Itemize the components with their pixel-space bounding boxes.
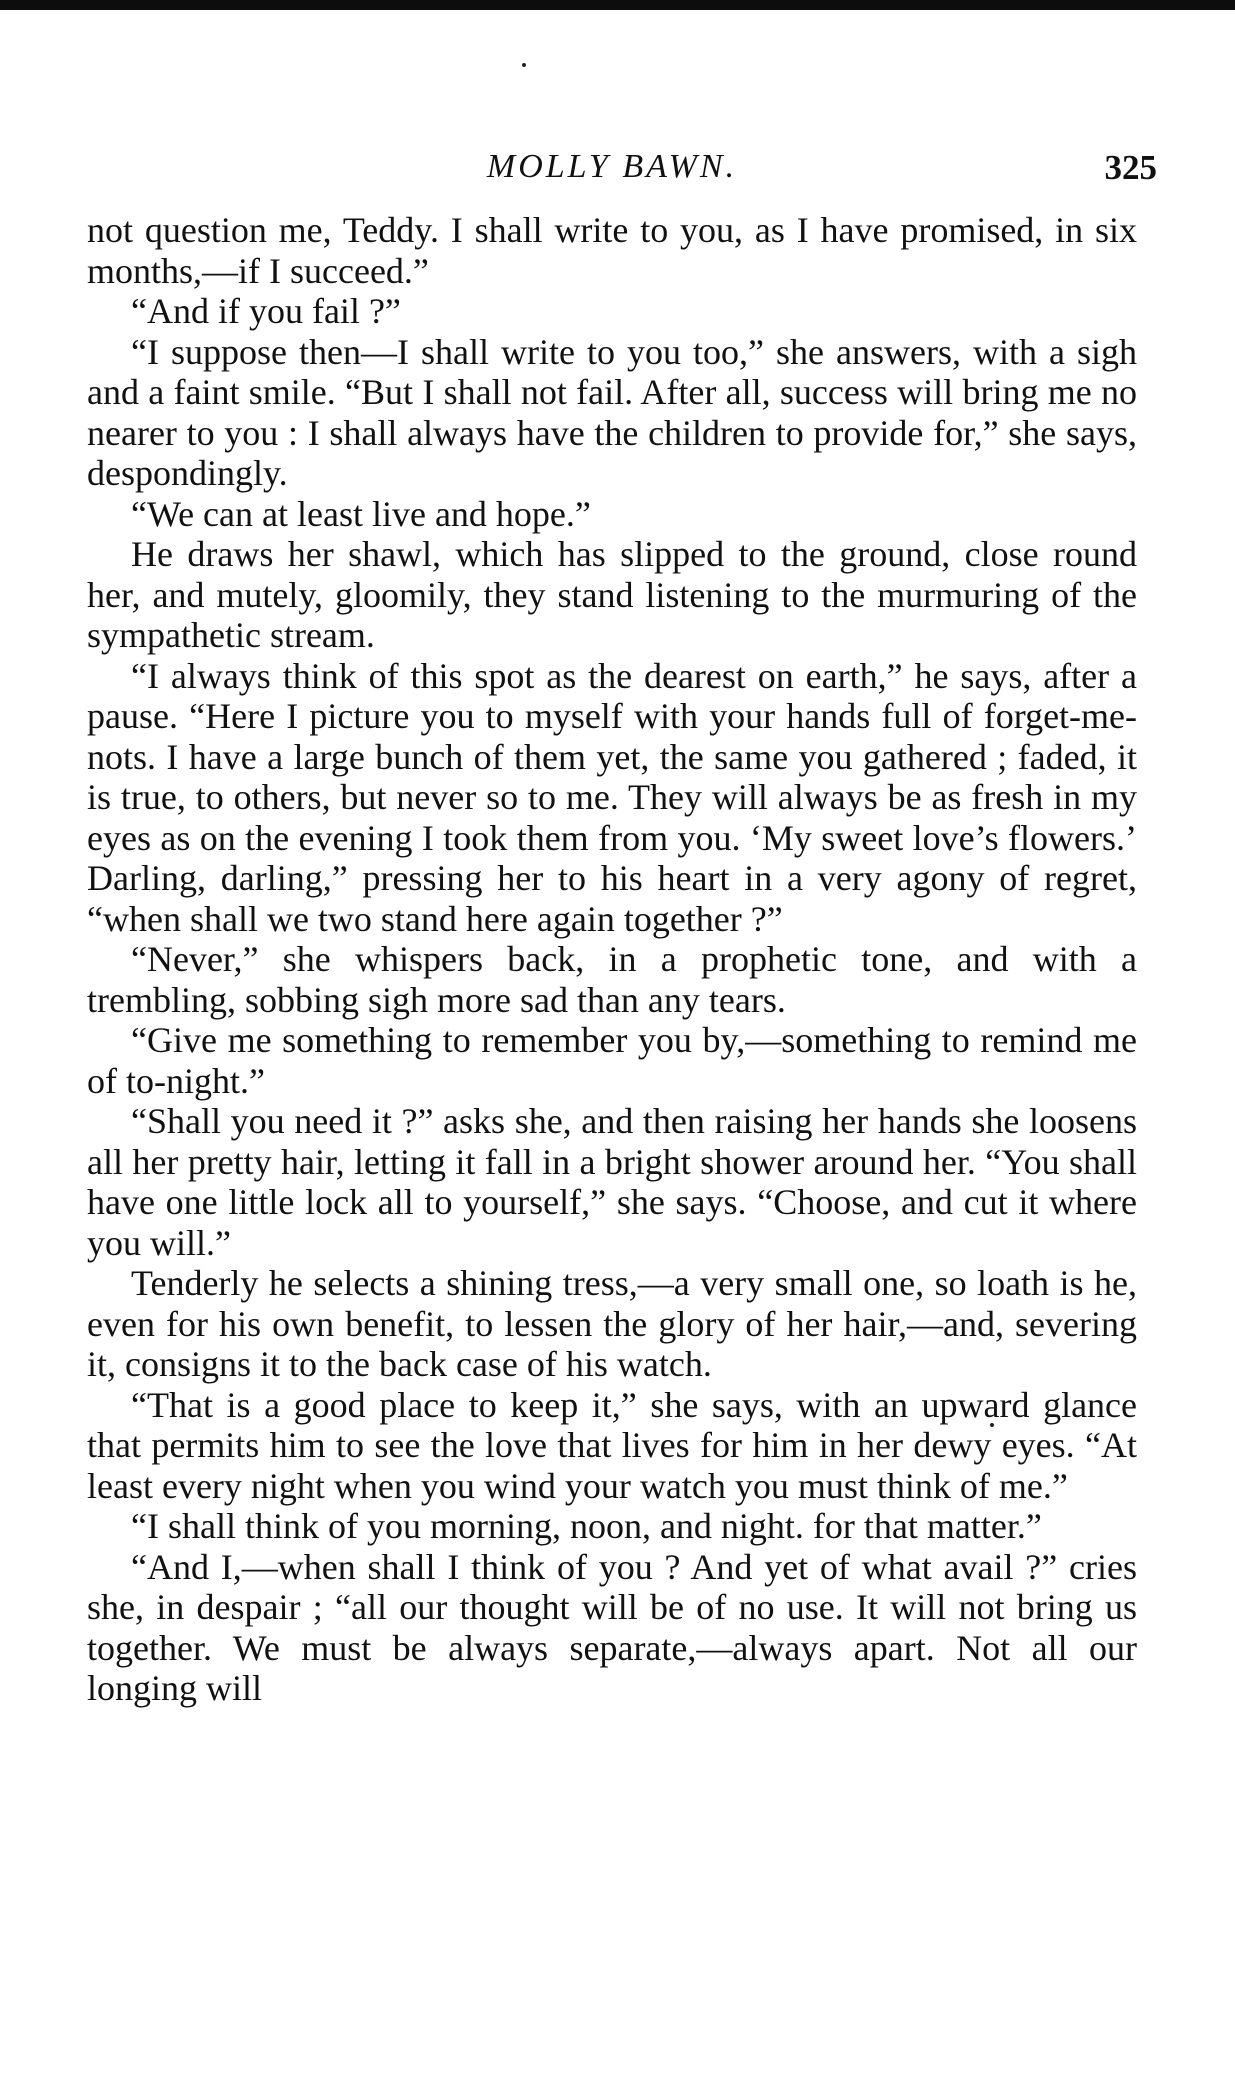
paragraph: “Give me something to remember you by,—something to remind me of to-night.” — [87, 1020, 1137, 1101]
paragraph: “Never,” she whispers back, in a prophetic tone, and with a trembling, sobbing sigh more sad than any tears. — [87, 939, 1137, 1020]
book-page — [87, 140, 1157, 1709]
paragraph: “And I,—when shall I think of you ? And yet of what avail ?” cries she, in despair ; “all our thought will be of no use. It will not bring us together. We must be always separate,—always apart. Not all our longing will — [87, 1546, 1137, 1708]
paragraph: He draws her shawl, which has slipped to the ground, close round her, and mutely, gloomily, they stand listening to the murmuring of the sympathetic stream. — [87, 534, 1137, 655]
paragraph: “We can at least live and hope.” — [131, 493, 591, 534]
paragraph: “That is a good place to keep it,” she says, with an upward glance that permits him to see the love that lives for him in her dewy eyes. “At least every night when you wind your watch you must think of me.” — [87, 1384, 1137, 1506]
page-number: 325 — [1104, 148, 1157, 187]
paragraph: “I suppose then—I shall write to you too,” she answers, with a sigh and a faint smile. “But I shall not fail. After all, success will bring me no nearer to you : I shall always have the children to provide for,” she says, despondingly. — [87, 331, 1137, 493]
body-text — [87, 210, 1137, 1709]
top-page-border — [0, 0, 1235, 10]
paragraph: “And if you fail ?” — [131, 291, 401, 331]
paragraph: “I always think of this spot as the dearest on earth,” he says, after a pause. “Here I picture you to myself with your hands full of forget-me-nots. I have a large bunch of them yet, the same you gathered ; faded, it is true, to others, but never so to me. They will always be as fresh in my eyes as on the evening I took them from you. ‘My sweet love’s flowers.’ Darling, darling,” pressing her to his heart in a very agony of regret, “when shall we two stand here again together ?” — [87, 655, 1137, 939]
running-title: MOLLY BAWN. — [486, 148, 738, 185]
print-speck — [522, 63, 526, 67]
paragraph: Tenderly he selects a shining tress,—a very small one, so loath is he, even for his own benefit, to lessen the glory of her hair,—and, severing it, consigns it to the back case of his watch. — [87, 1263, 1137, 1384]
paragraph: “I shall think of you morning, noon, and night. for that matter.” — [131, 1506, 1042, 1546]
paragraph: not question me, Teddy. I shall write to you, as I have promised, in six months,—if I succeed.” — [87, 210, 1137, 291]
paragraph: “Shall you need it ?” asks she, and then raising her hands she loosens all her pretty hair, letting it fall in a bright shower around her. “You shall have one little lock all to yourself,” she says. “Choose, and cut it where you will.” — [87, 1101, 1137, 1263]
page-header — [87, 140, 1157, 198]
